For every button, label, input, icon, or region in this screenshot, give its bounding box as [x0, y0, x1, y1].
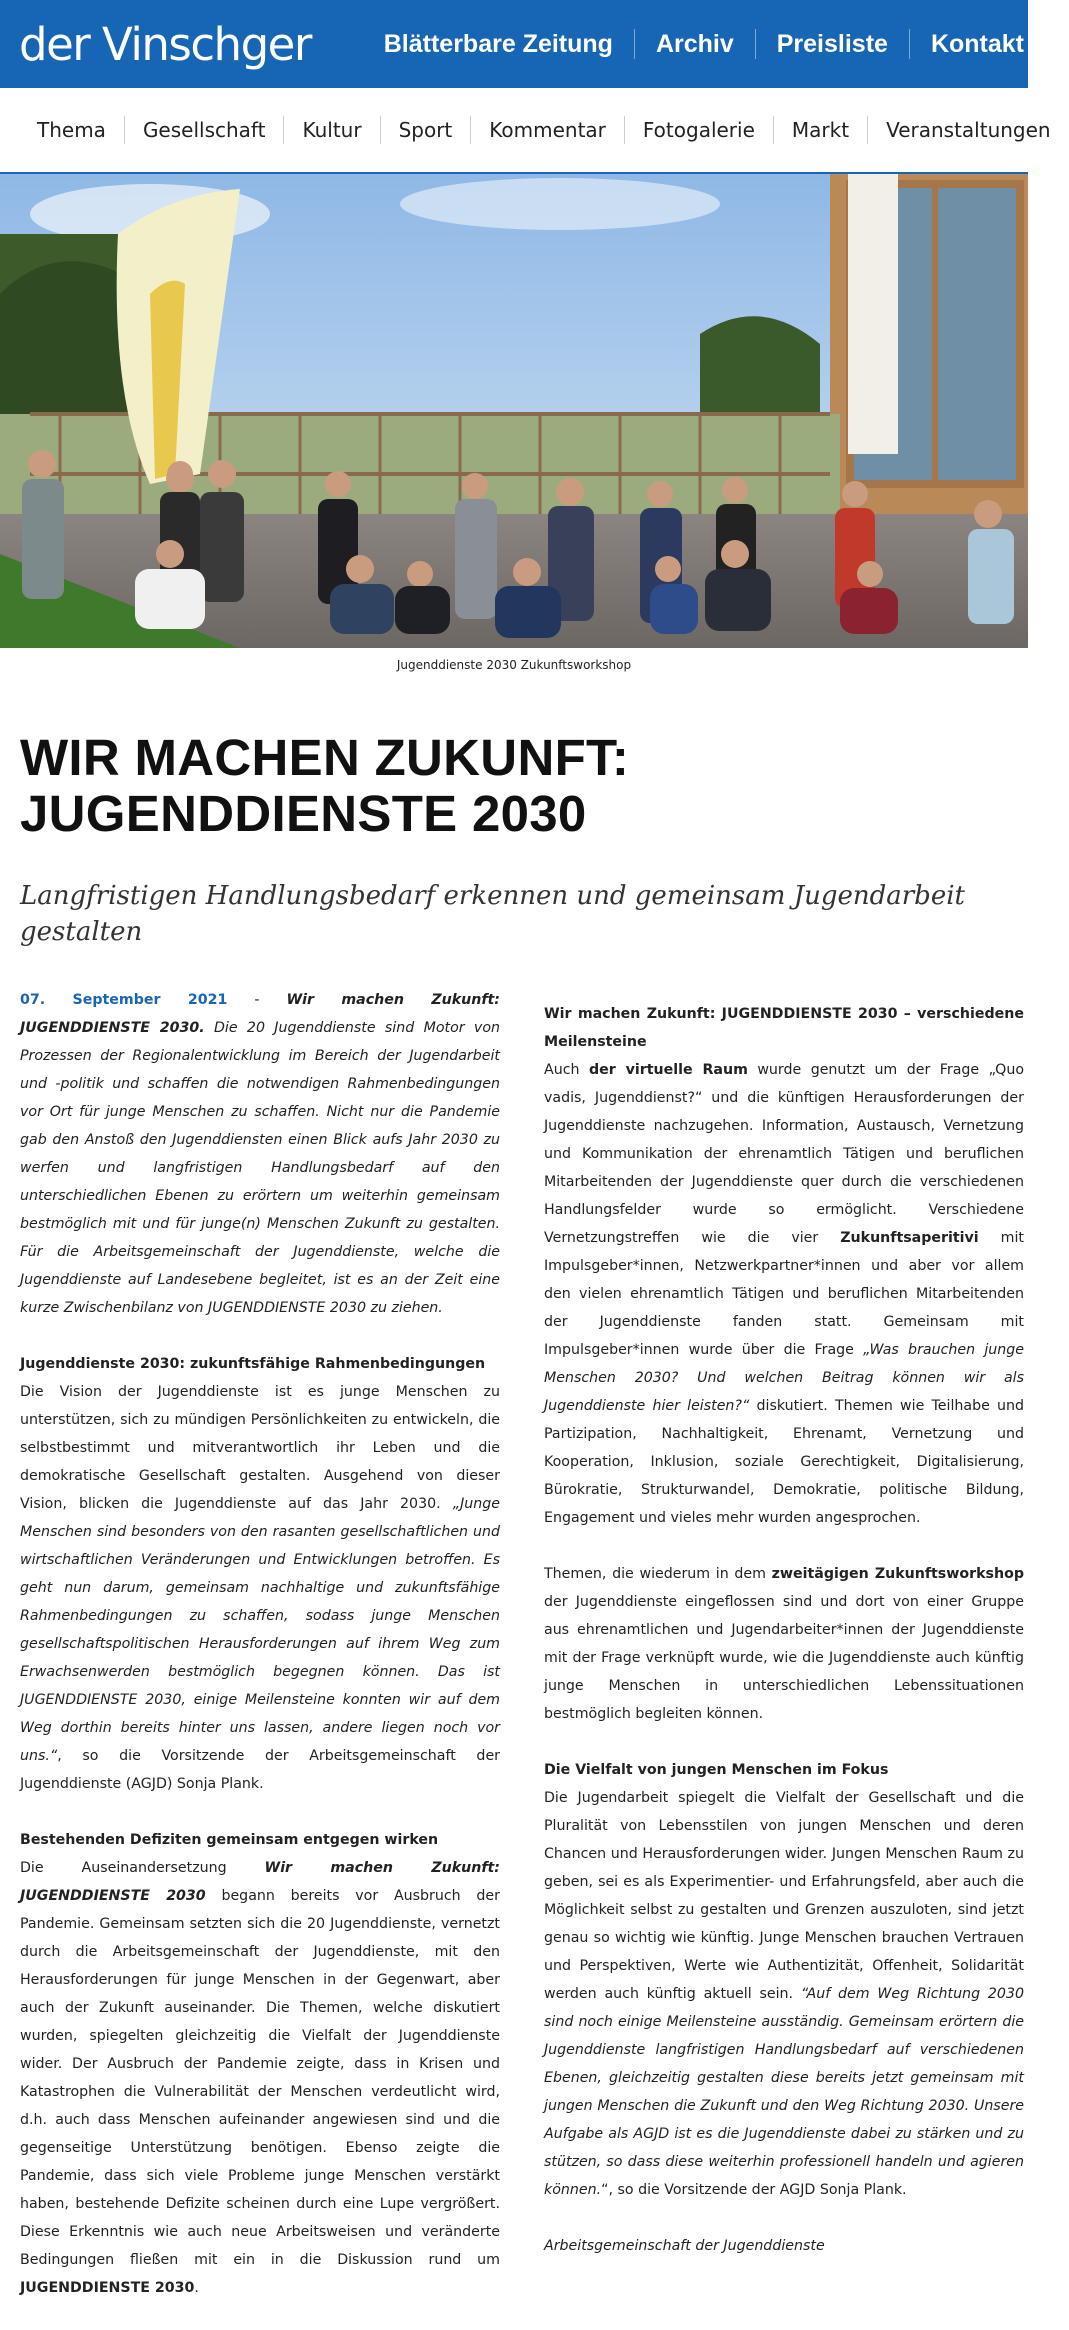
lead-bold: Wir machen Zukunft: JUGENDDIENSTE 2030.	[20, 992, 500, 1036]
section-5	[544, 1756, 1024, 2204]
nav-item-markt[interactable]: Markt	[774, 116, 868, 144]
site-header	[0, 0, 1028, 88]
main-nav	[0, 88, 1051, 174]
section-2-heading: Bestehenden Defiziten gemeinsam entgegen wirken	[20, 1832, 439, 1848]
article-title	[20, 730, 1028, 842]
article-body	[0, 986, 1028, 2330]
section-3-a: Auch	[544, 1062, 589, 1078]
top-links	[363, 0, 1028, 88]
section-3-b: der virtuelle Raum	[588, 1062, 748, 1078]
section-5-quote: “Auf dem Weg Richtung 2030 sind noch einige Meilensteine ausständig. Gemeinsam erörtern die Jugenddienste langfristigen Handlungsbedarf auf verschiedenen Ebenen, gleichzeitig gestalten diese bereits jetzt gemeinsam mit jungen Menschen die Zukunft und den Weg Richtung 2030. Unsere Aufgabe als AGJD ist es die Jugenddienste dabei zu stärken und zu stützen, so dass diese weiterhin professionell handeln und agieren können.	[544, 1986, 1025, 2198]
section-4-c: der Jugenddienste eingeflossen sind und dort von einer Gruppe aus ehrenamtlichen und Jugendarbeiter*innen der Jugenddienste mit der Frage verknüpft wurde, wie die Jugenddienste auch künftig junge Menschen in unterschiedlichen Lebenssituationen bestmöglich begleiten können.	[544, 1594, 1024, 1722]
section-2-c: begann bereits vor Ausbruch der Pandemie. Gemeinsam setzten sich die 20 Jugenddienste, vernetzt durch die Arbeitsgemeinschaft der Jugenddienste, mit den Herausforderungen für junge Menschen in der Gegenwart, aber auch der Zukunft auseinander. Die Themen, welche diskutiert wurden, spiegelten gleichzeitig die Vielfalt der Jugenddienste wider. Der Ausbruch der Pandemie zeigte, dass in Krisen und Katastrophen die Vulnerabilität der Menschen verdeutlicht wird, d.h. auch dass Menschen aufeinander angewiesen sind und die gegenseitige Unterstützung benötigen. Ebenso zeigte die Pandemie, dass sich viele Probleme junge Menschen verstärkt haben, bestehende Defizite scheinen durch eine Lupe vergrößert. Diese Erkenntnis wie auch neue Arbeitsweisen und veränderte Bedingungen fließen mit ein in die Diskussion rund um	[20, 1888, 500, 2268]
section-3-e: mit Impulsgeber*innen, Netzwerkpartner*innen und aber vor allem den vielen ehrenamtlich Tätigen und beruflichen Mitarbeitenden der Jugenddienste fanden statt. Gemeinsam mit Impulsgeber*innen wurde über die Frage	[544, 1230, 1024, 1358]
toplink-kontakt[interactable]: Kontakt	[930, 30, 1024, 58]
article-column-right	[544, 986, 1024, 2330]
nav-item-thema[interactable]: Thema	[19, 116, 125, 144]
article-date: 07. September 2021	[20, 992, 228, 1008]
section-5-heading: Die Vielfalt von jungen Menschen im Fokus	[544, 1762, 889, 1778]
hero-caption: Jugenddienste 2030 Zukunftsworkshop	[396, 658, 632, 672]
toplink-preisliste[interactable]: Preisliste	[756, 29, 910, 59]
article-title-line2: JUGENDDIENSTE 2030	[20, 785, 587, 842]
section-2-e: .	[194, 2280, 199, 2296]
article-column-left	[20, 986, 500, 2330]
nav-item-fotogalerie[interactable]: Fotogalerie	[625, 116, 774, 144]
section-5-end: “, so die Vorsitzende der AGJD Sonja Plank.	[601, 2182, 907, 2198]
section-3-c: wurde genutzt um der Frage „Quo vadis, Jugenddienst?“ und die künftigen Herausforderungen der Jugenddienste nachzugehen. Information, Austausch, Vernetzung und Kommunikation der ehrenamtlich Tätigen und beruflichen Mitarbeitenden der Jugenddienste quer durch die verschiedenen Handlungsfelder wurde so ermöglicht. Verschiedene Vernetzungstreffen wie die vier	[544, 1062, 1025, 1246]
section-3-d: Zukunftsaperitivi	[840, 1230, 979, 1246]
section-2-b: Wir machen Zukunft: JUGENDDIENSTE 2030	[20, 1860, 500, 1904]
lead-text: Die 20 Jugenddienste sind Motor von Prozessen der Regionalentwicklung im Bereich der Jugendarbeit und -politik und schaffen die notwendigen Rahmenbedingungen vor Ort für junge Menschen zu schaffen. Nicht nur die Pandemie gab den Anstoß den Jugenddiensten einen Blick aufs Jahr 2030 zu werfen und langfristigen Handlungsbedarf auf den unterschiedlichen Ebenen zu erörtern um weiterhin gemeinsam bestmöglich mit und für junge(n) Menschen Zukunft zu gestalten. Für die Arbeitsgemeinschaft der Jugenddienste, welche die Jugenddienste auf Landesebene begleitet, ist es an der Zeit eine kurze Zwischenbilanz von JUGENDDIENSTE 2030 zu ziehen.	[20, 1020, 500, 1316]
section-2	[20, 1826, 500, 2302]
section-1-quote: „Junge Menschen sind besonders von den rasanten gesellschaftlichen und wirtschaftlichen Veränderungen und Entwicklungen betroffen. Es geht nun darum, gemeinsam nachhaltige und zukunftsfähige Rahmenbedingungen zu schaffen, sodass junge Menschen gesellschaftspolitischen Herausforderungen auf ihrem Weg zum Erwachsenwerden bestmöglich begegnen können. Das ist JUGENDDIENSTE 2030, einige Meilensteine konnten wir auf dem Weg dorthin bereits hinter uns lassen, andere liegen noch vor uns.“	[20, 1496, 500, 1764]
lead-paragraph	[20, 986, 500, 1322]
toplink-blaetterbare-zeitung[interactable]: Blätterbare Zeitung	[363, 29, 635, 59]
section-2-a: Die Auseinandersetzung	[20, 1860, 265, 1876]
article-author: Arbeitsgemeinschaft der Jugenddienste	[544, 2238, 825, 2254]
nav-item-gesellschaft[interactable]: Gesellschaft	[125, 116, 285, 144]
section-3-g: diskutiert. Themen wie Teilhabe und Partizipation, Nachhaltigkeit, Ehrenamt, Vernetzung und Kooperation, Inklusion, soziale Gerechtigkeit, Digitalisierung, Bürokratie, Strukturwandel, Demokratie, politische Bildung, Engagement und vieles mehr wurden angesprochen.	[544, 1398, 1024, 1526]
nav-item-kultur[interactable]: Kultur	[284, 116, 380, 144]
section-3	[544, 1000, 1024, 1532]
section-1-end: , so die Vorsitzende der Arbeitsgemeinschaft der Jugenddienste (AGJD) Sonja Plank.	[20, 1748, 500, 1792]
section-4-a: Themen, die wiederum in dem	[544, 1566, 772, 1582]
toplink-archiv[interactable]: Archiv	[635, 29, 756, 59]
nav-item-kommentar[interactable]: Kommentar	[471, 116, 625, 144]
section-1	[20, 1350, 500, 1798]
group-photo-image	[0, 174, 1028, 648]
hero-photo	[0, 174, 1028, 648]
section-1-heading: Jugenddienste 2030: zukunftsfähige Rahmenbedingungen	[20, 1356, 486, 1372]
section-5-text: Die Jugendarbeit spiegelt die Vielfalt der Gesellschaft und die Pluralität von Lebensstilen von jungen Menschen und deren Chancen und Herausforderungen wider. Jungen Menschen Raum zu geben, sei es als Experimentier- und Erfahrungsfeld, aber auch die Möglichkeit selbst zu gestalten und Grenzen auszuloten, sind jetzt genau so wichtig wie künftig. Junge Menschen brauchen Vertrauen und Perspektiven, Werte wie Authentizität, Offenheit, Solidarität werden auch künftig aktuell sein.	[544, 1790, 1024, 2002]
nav-item-veranstaltungen[interactable]: Veranstaltungen	[886, 118, 1051, 142]
section-2-d: JUGENDDIENSTE 2030	[20, 2280, 195, 2296]
site-logo[interactable]: der Vinschger	[19, 18, 311, 71]
article-title-line1: WIR MACHEN ZUKUNFT:	[20, 729, 630, 786]
section-3-f: „Was brauchen junge Menschen 2030? Und welchen Beitrag können wir als Jugenddienste hier leisten?“	[544, 1342, 1025, 1414]
nav-item-sport[interactable]: Sport	[381, 116, 472, 144]
section-4	[544, 1560, 1024, 1728]
article-subtitle: Langfristigen Handlungsbedarf erkennen und gemeinsam Jugendarbeit gestalten	[20, 881, 965, 947]
section-4-b: zweitägigen Zukunftsworkshop	[771, 1566, 1024, 1582]
date-separator: -	[227, 992, 287, 1008]
section-1-text: Die Vision der Jugenddienste ist es junge Menschen zu unterstützen, sich zu mündigen Persönlichkeiten zu entwickeln, die selbstbestimmt und mitverantwortlich ihr Leben und die demokratische Gesellschaft gestalten. Ausgehend von dieser Vision, blicken die Jugenddienste auf das Jahr 2030.	[20, 1384, 500, 1512]
section-3-heading: Wir machen Zukunft: JUGENDDIENSTE 2030 – verschiedene Meilensteine	[544, 1006, 1024, 1050]
